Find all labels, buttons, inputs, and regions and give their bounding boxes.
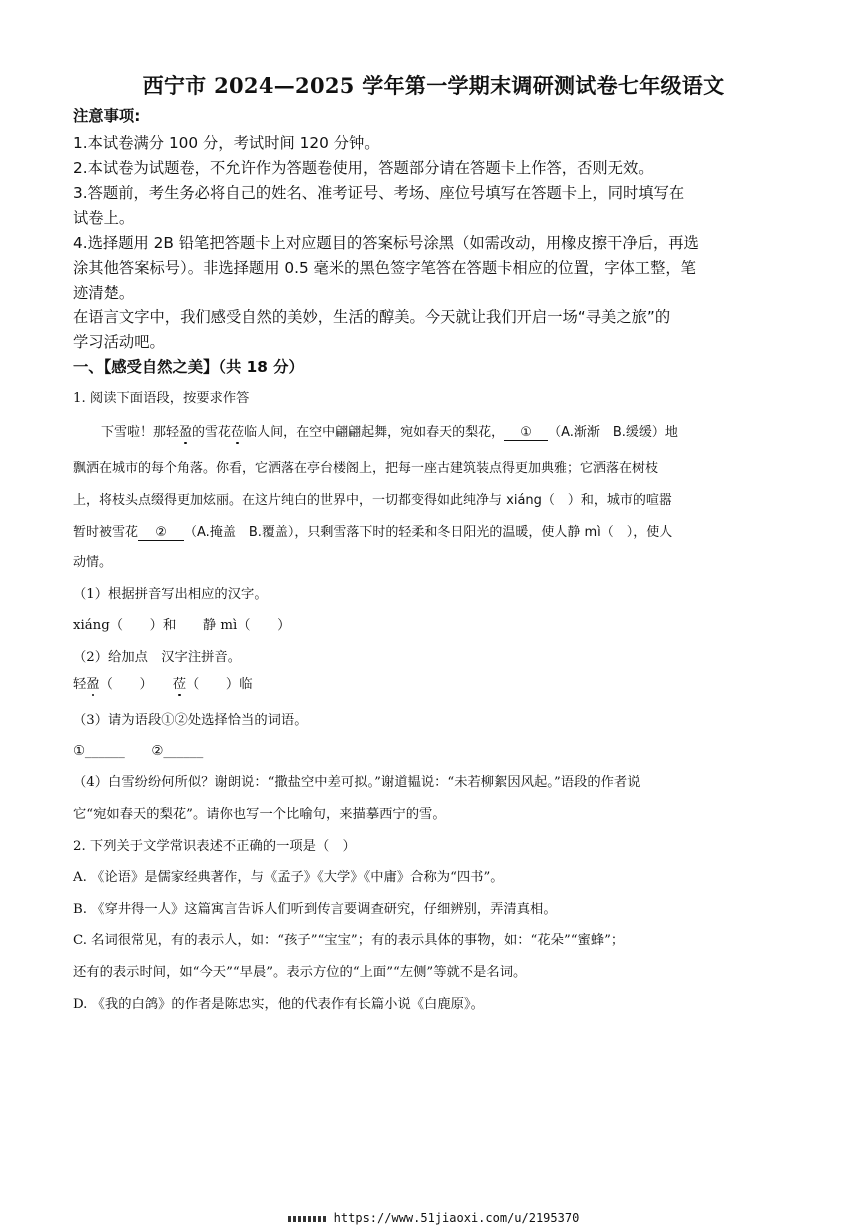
section-heading: 一、【感受自然之美】（共 18 分） xyxy=(73,358,304,376)
q1-sub4-line-1: （4）白雪纷纷何所似？谢朗说：“撒盐空中差可拟。”谢道韫说：“未若柳絮因风起。”语段的作者说 xyxy=(73,775,641,790)
intro-line-2: 学习活动吧。 xyxy=(73,333,165,351)
notice-item-3-cont: 试卷上。 xyxy=(73,209,135,227)
passage-line-1: 下雪啦！那轻盈的雪花莅临人间，在空中翩翩起舞，宛如春天的梨花， ① （A.渐渐 B.缓缓）地 xyxy=(101,425,678,440)
q1-sub2: （2）给加点 汉字注拼音。 xyxy=(73,650,242,665)
q1-sub3: （3）请为语段①②处选择恰当的词语。 xyxy=(73,713,308,728)
intro-line-1: 在语言文字中，我们感受自然的美妙，生活的醇美。今天就让我们开启一场“寻美之旅”的 xyxy=(73,308,671,326)
footer-watermark xyxy=(0,1211,867,1225)
passage-line-5: 动情。 xyxy=(73,555,113,570)
footer-url[interactable]: https://www.51jiaoxi.com/u/2195370 xyxy=(333,1211,580,1225)
blank-1: ① xyxy=(504,425,548,441)
notice-item-3: 3.答题前，考生务必将自己的姓名、准考证号、考场、座位号填写在答题卡上，同时填写在 xyxy=(73,184,685,202)
q1-stem: 1. 阅读下面语段，按要求作答 xyxy=(73,391,250,406)
q2-stem: 2. 下列关于文学常识表述不正确的一项是（ ） xyxy=(73,839,356,854)
q2-option-b: B. 《穿井得一人》这篇寓言告诉人们听到传言要调查研究，仔细辨别，弄清真相。 xyxy=(73,902,557,917)
blank-2: ② xyxy=(138,525,184,541)
q1-sub4-line-2: 它“宛如春天的梨花”。请你也写一个比喻句，来描摹西宁的雪。 xyxy=(73,807,446,822)
notice-item-2: 2.本试卷为试题卷，不允许作为答题卷使用，答题部分请在答题卡上作答，否则无效。 xyxy=(73,159,654,177)
passage-line-4: 暂时被雪花 ② （A.掩盖 B.覆盖），只剩雪落下时的轻柔和冬日阳光的温暖，使人静 mì（ ），使人 xyxy=(73,525,673,540)
q2-option-d: D. 《我的白鸽》的作者是陈忠实，他的代表作有长篇小说《白鹿原》。 xyxy=(73,997,484,1012)
q2-option-c-line-2: 还有的表示时间，如“今天”“早晨”。表示方位的“上面”“左侧”等就不是名词。 xyxy=(73,965,527,980)
notice-heading: 注意事项: xyxy=(73,107,141,125)
passage-line-3: 上，将枝头点缀得更加炫丽。在这片纯白的世界中，一切都变得如此纯净与 xiáng（ ）和，城市的喧嚣 xyxy=(73,493,672,508)
exam-title: 西宁市 2024—2025 学年第一学期末调研测试卷七年级语文 xyxy=(142,73,725,98)
notice-item-4-cont: 涂其他答案标号）。非选择题用 0.5 毫米的黑色签字笔答在答题卡相应的位置，字体工整，笔 xyxy=(73,259,696,277)
q1-sub1-answer: xiáng（ ）和 静 mì（ ） xyxy=(73,618,291,633)
q1-sub2-answer: 轻盈（ ） 莅（ ）临 xyxy=(73,677,253,692)
q2-option-a: A. 《论语》是儒家经典著作，与《孟子》《大学》《中庸》合称为“四书”。 xyxy=(73,870,504,885)
watermark-mark-icon xyxy=(288,1216,328,1222)
notice-item-4: 4.选择题用 2B 铅笔把答题卡上对应题目的答案标号涂黑（如需改动，用橡皮擦干净后，再选 xyxy=(73,234,699,252)
passage-line-2: 飘洒在城市的每个角落。你看，它洒落在亭台楼阁上，把每一座古建筑装点得更加典雅；它洒落在树枝 xyxy=(73,461,659,476)
q1-sub1: （1）根据拼音写出相应的汉字。 xyxy=(73,587,268,602)
notice-item-1: 1.本试卷满分 100 分，考试时间 120 分钟。 xyxy=(73,134,380,152)
q2-option-c-line-1: C. 名词很常见，有的表示人，如：“孩子”“宝宝”；有的表示具体的事物，如：“花朵”“蜜蜂”； xyxy=(73,933,625,948)
notice-item-4-end: 迹清楚。 xyxy=(73,284,135,302)
q1-sub3-answer: ①______ ②______ xyxy=(73,744,204,759)
